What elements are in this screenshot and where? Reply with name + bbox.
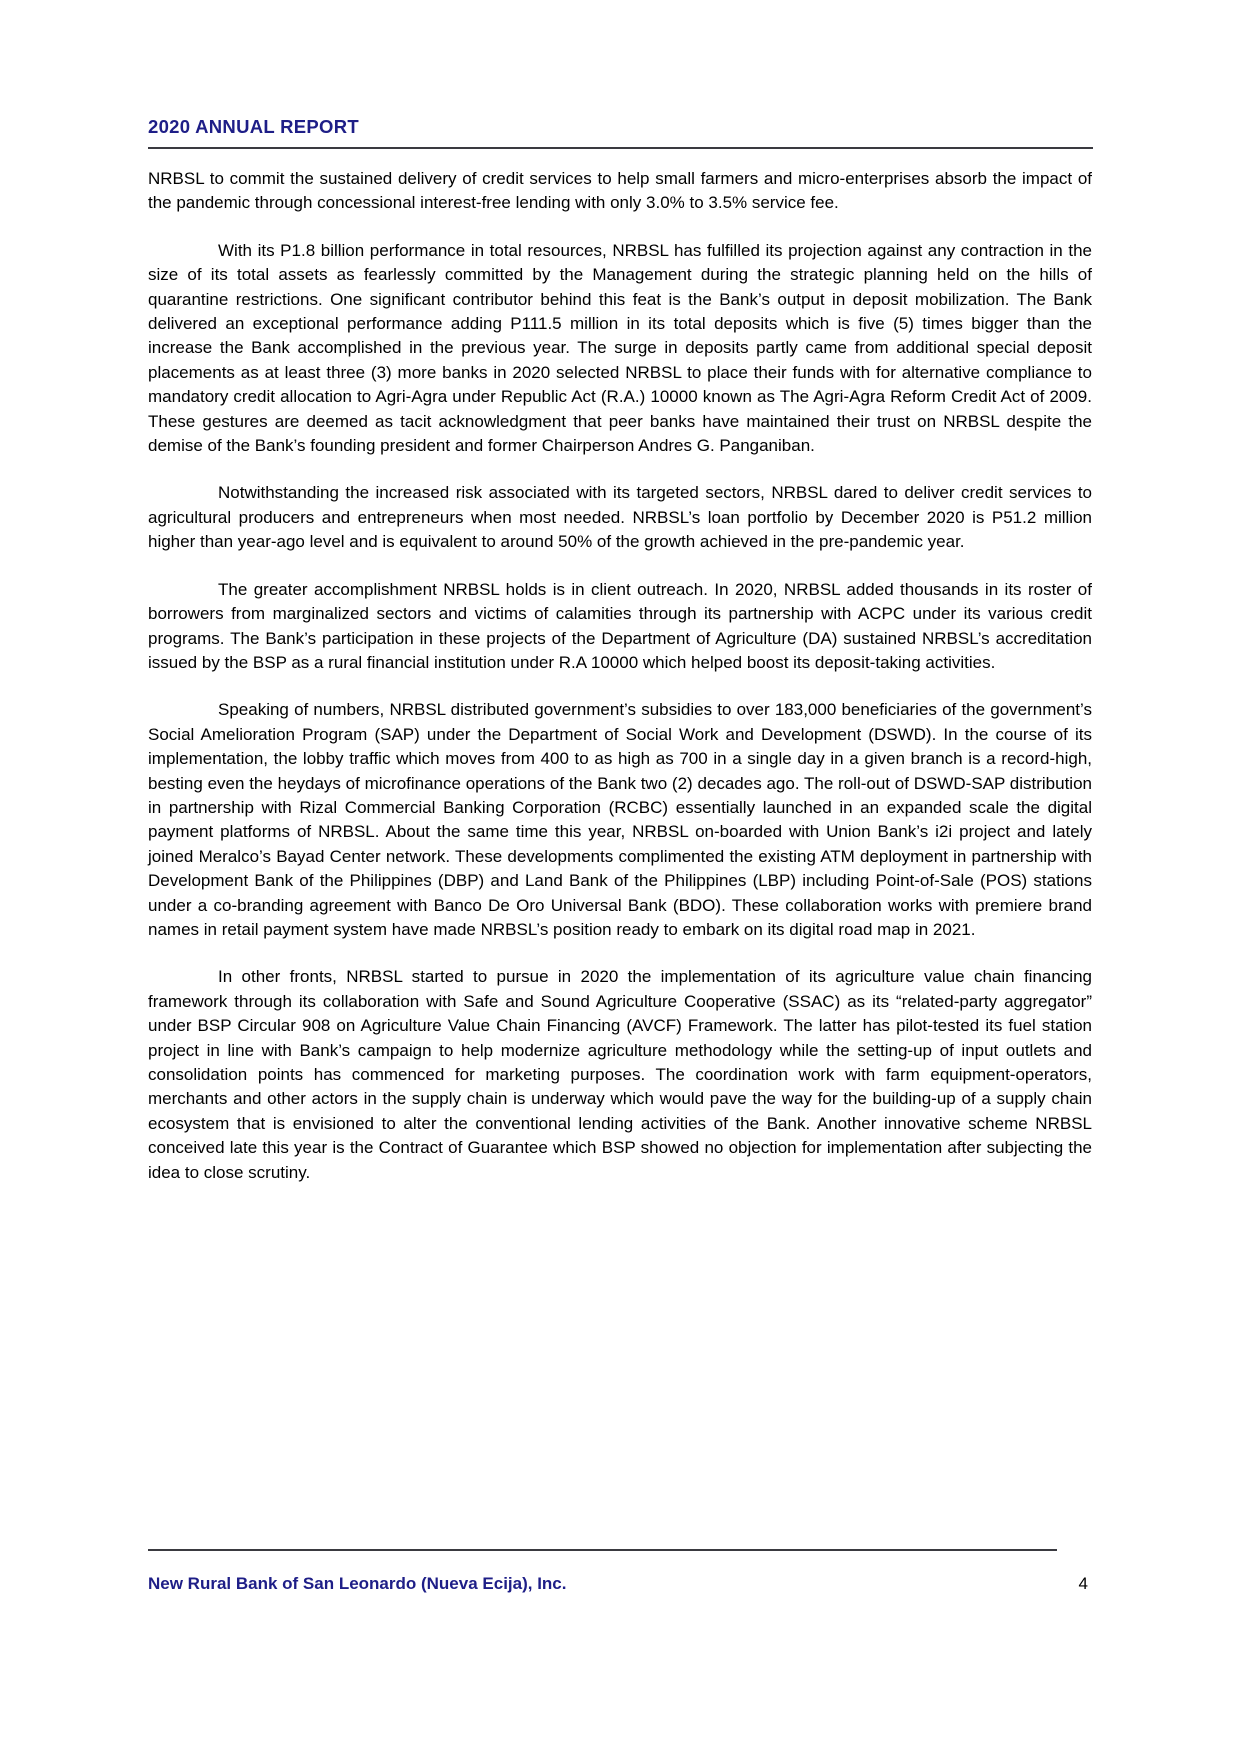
body-paragraph: Notwithstanding the increased risk associated with its targeted sectors, NRBSL dared to deliver credit services to agricultural producers and entrepreneurs when most needed. NRBSL’s loan portfolio by December 2020 is P51.2 million higher than year-ago level and is equivalent to around 50% of the growth achieved in the pre-pandemic year. bbox=[148, 483, 1092, 552]
report-body bbox=[148, 167, 1092, 1185]
body-paragraph: In other fronts, NRBSL started to pursue in 2020 the implementation of its agriculture value chain financing framework through its collaboration with Safe and Sound Agriculture Cooperative (SSAC) as its “related-party aggregator” under BSP Circular 908 on Agriculture Value Chain Financing (AVCF) Framework. The latter has pilot-tested its fuel station project in line with Bank’s campaign to help modernize agriculture methodology while the setting-up of input outlets and consolidation points has commenced for marketing purposes. The coordination work with farm equipment-operators, merchants and other actors in the supply chain is underway which would pave the way for the building-up of a supply chain ecosystem that is envisioned to alter the conventional lending activities of the Bank. Another innovative scheme NRBSL conceived late this year is the Contract of Guarantee which BSP showed no objection for implementation after subjecting the idea to close scrutiny. bbox=[148, 967, 1092, 1182]
page-footer bbox=[148, 1549, 1092, 1596]
body-paragraph: Speaking of numbers, NRBSL distributed government’s subsidies to over 183,000 beneficiaries of the government’s Social Amelioration Program (SAP) under the Department of Social Work and Development (DSWD). In the course of its implementation, the lobby traffic which moves from 400 to as high as 700 in a single day in a given branch is a record-high, besting even the heydays of microfinance operations of the Bank two (2) decades ago. The roll-out of DSWD-SAP distribution in partnership with Rizal Commercial Banking Corporation (RCBC) essentially launched in an expanded scale the digital payment platforms of NRBSL. About the same time this year, NRBSL on-boarded with Union Bank’s i2i project and lately joined Meralco’s Bayad Center network. These developments complimented the existing ATM deployment in partnership with Development Bank of the Philippines (DBP) and Land Bank of the Philippines (LBP) including Point-of-Sale (POS) stations under a co-branding agreement with Banco De Oro Universal Bank (BDO). These collaboration works with premiere brand names in retail payment system have made NRBSL’s position ready to embark on its digital road map in 2021. bbox=[148, 700, 1092, 939]
page-header bbox=[148, 116, 1093, 149]
body-paragraph: With its P1.8 billion performance in total resources, NRBSL has fulfilled its projection against any contraction in the size of its total assets as fearlessly committed by the Management during the strategic planning held on the hills of quarantine restrictions. One significant contributor behind this feat is the Bank’s output in deposit mobilization. The Bank delivered an exceptional performance adding P111.5 million in its total deposits which is five (5) times bigger than the increase the Bank accomplished in the previous year. The surge in deposits partly came from additional special deposit placements as at least three (3) more banks in 2020 selected NRBSL to place their funds with for alternative compliance to mandatory credit allocation to Agri-Agra under Republic Act (R.A.) 10000 known as The Agri-Agra Reform Credit Act of 2009. These gestures are deemed as tacit acknowledgment that peer banks have maintained their trust on NRBSL despite the demise of the Bank’s founding president and former Chairperson Andres G. Panganiban. bbox=[148, 240, 1092, 456]
body-paragraph: NRBSL to commit the sustained delivery of credit services to help small farmers and micro-enterprises absorb the impact of the pandemic through concessional interest-free lending with only 3.0% to 3.5% service fee. bbox=[148, 169, 1092, 213]
footer-divider bbox=[148, 1549, 1057, 1551]
footer-row bbox=[148, 1572, 1092, 1596]
footer-bank-name: New Rural Bank of San Leonardo (Nueva Ecija), Inc. bbox=[148, 1574, 567, 1593]
body-paragraph: The greater accomplishment NRBSL holds is in client outreach. In 2020, NRBSL added thousands in its roster of borrowers from marginalized sectors and victims of calamities through its partnership with ACPC under its various credit programs. The Bank’s participation in these projects of the Department of Agriculture (DA) sustained NRBSL’s accreditation issued by the BSP as a rural financial institution under R.A 10000 which helped boost its deposit-taking activities. bbox=[148, 579, 1092, 672]
page-title: 2020 ANNUAL REPORT bbox=[148, 116, 360, 137]
header-divider bbox=[148, 147, 1093, 149]
footer-page-number: 4 bbox=[1078, 1574, 1088, 1593]
